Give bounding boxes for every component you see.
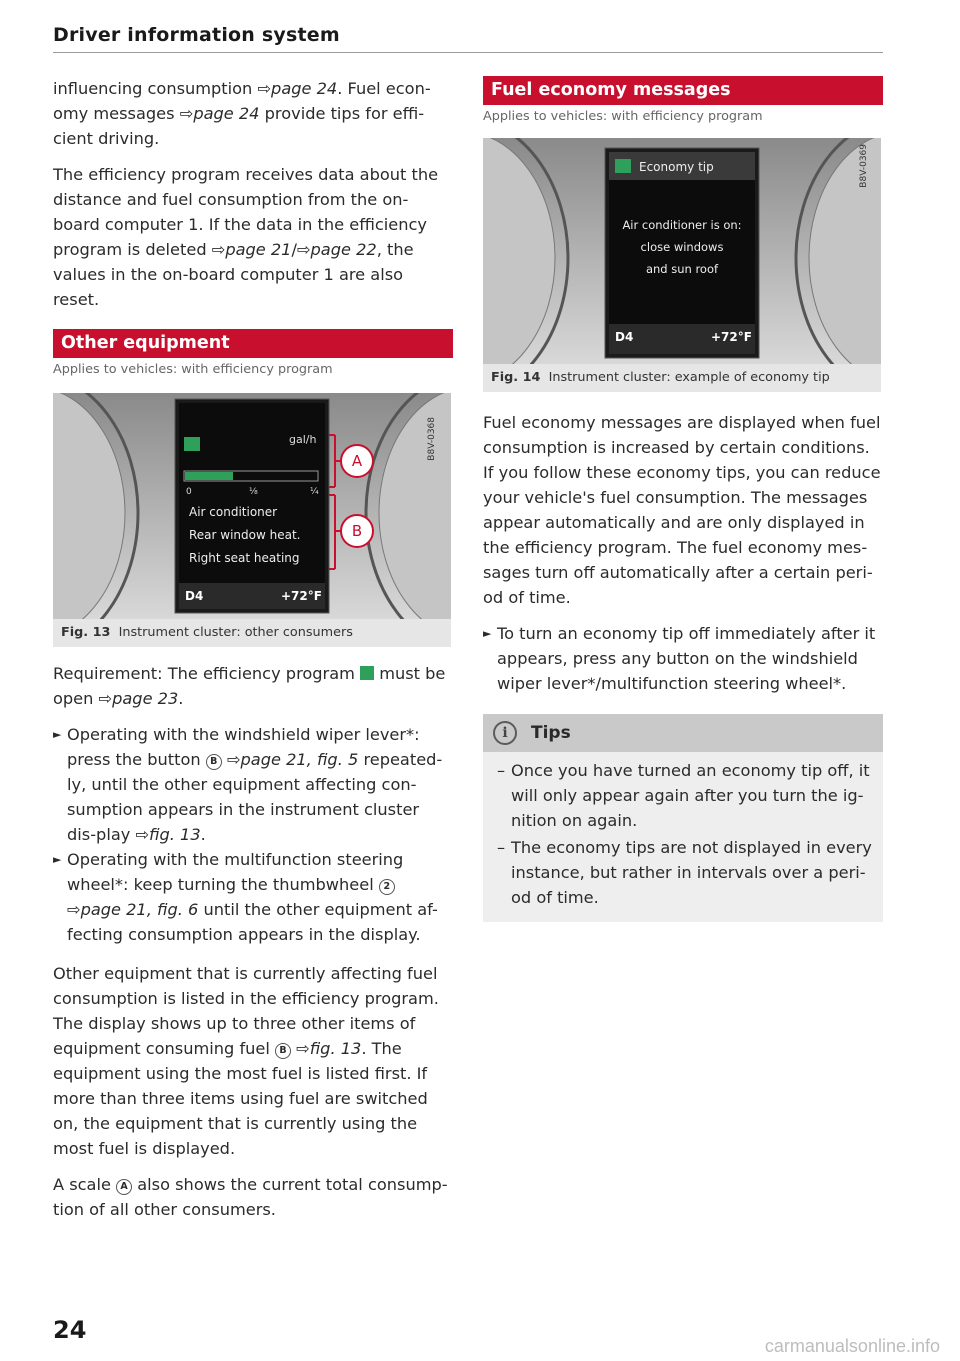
section-applies-to: Applies to vehicles: with efficiency program [53,362,333,377]
tip-item: – Once you have turned an economy tip off, it will only appear again after you turn the ig-nition on again. [497,761,870,830]
instruction-wiper-lever: ► Operating with the windshield wiper lever*: press the button B ⇨page 21, fig. 5 repeated-ly, until the other equipment affecting con-sumption appears in the instrument cluster dis-play ⇨fig. 13. [53,722,453,847]
scale-tick: ¼ [310,487,319,497]
page-ref-link[interactable]: ⇨page 21 [211,240,292,259]
instruction-turn-off-tip: ► To turn an economy tip off immediately after it appears, press any button on the windshield wiper lever*/multifunction steering wheel*. [483,621,883,696]
temperature-indicator: +72°F [711,330,752,344]
callout-a: A [351,452,363,470]
page-ref-link[interactable]: ⇨page 22 [296,240,377,259]
tips-body [483,752,883,922]
tip-item: – The economy tips are not displayed in every instance, but rather in intervals over a peri-od of time. [497,838,872,907]
economy-tip-title: Economy tip [639,160,714,174]
instruction-steering-wheel: ► Operating with the multifunction steering wheel*: keep turning the thumbwheel 2 ⇨page 21, fig. 6 until the other equipment af-fecting consumption appears in the display. [53,847,453,947]
header-rule [53,52,883,53]
consumer-item: Rear window heat. [189,528,301,542]
economy-tip-line: close windows [640,240,724,254]
gear-indicator: D4 [185,589,204,603]
economy-tip-line: Air conditioner is on: [622,218,742,232]
watermark: carmanualsonline.info [764,1336,940,1356]
efficiency-program-icon [360,666,374,680]
fuel-economy-paragraph: Fuel economy messages are displayed when fuel consumption is increased by certain conditions. If you follow these economy tips, you can reduce your vehicle's fuel consumption. The messages appear automatically and are only displayed in the efficiency program. The fuel economy mes-sages turn off automatically after a certain peri-od of time. [483,413,881,607]
section-applies-to: Applies to vehicles: with efficiency program [483,109,763,124]
efficiency-data-paragraph: The efficiency program receives data about the distance and fuel consumption from the on-board computer 1. If the data in the efficiency program is deleted ⇨page 21/⇨page 22, the values in the on-board computer 1 are also reset. [53,165,439,309]
figure-ref-link[interactable]: ⇨fig. 13 [135,825,201,844]
circled-label: B [206,754,222,770]
page-ref-link[interactable]: ⇨page 23 [98,689,179,708]
section-heading-other-equipment: Other equipment [53,329,453,358]
tips-header [483,714,883,752]
bullet-triangle-icon: ► [53,728,62,741]
figure-code: B8V-0369 [859,144,869,188]
figure-caption: Fig. 13 Instrument cluster: other consumers [61,625,353,640]
section-heading-fuel-economy: Fuel economy messages [483,76,883,105]
economy-tip-line: and sun roof [645,262,719,276]
tips-box [483,714,883,922]
figure-code: B8V-0368 [427,417,437,461]
requirement-paragraph: Requirement: The efficiency program must be open ⇨page 23. [53,664,446,708]
right-column [483,76,883,922]
bullet-triangle-icon: ► [483,627,492,640]
instrument-cluster-image [53,393,451,619]
intro-paragraph: influencing consumption ⇨page 24. Fuel econ-omy messages ⇨page 24 provide tips for effi-cient driving. [53,79,431,148]
gear-indicator: D4 [615,330,634,344]
tips-title: Tips [531,723,571,743]
page-ref-link[interactable]: page 24 [271,79,338,98]
page-ref-link[interactable]: page 24 [193,104,260,123]
figure-14 [483,138,881,392]
page-header-title: Driver information system [53,24,340,46]
callout-b: B [351,522,363,540]
figure-13 [53,393,451,647]
bullet-triangle-icon: ► [53,853,62,866]
other-equipment-paragraph: Other equipment that is currently affecting fuel consumption is listed in the efficiency program. The display shows up to three other items of equipment consuming fuel B ⇨fig. 13. The equipment using the most fuel is listed first. If more than three items using fuel are switched on, the equipment that is currently using the most fuel is displayed. [53,964,439,1158]
temperature-indicator: +72°F [281,589,322,603]
scale-tick: 0 [186,487,192,497]
unit-label: gal/h [289,433,317,446]
page-ref-link[interactable]: ⇨page 21, fig. 6 [67,900,199,919]
info-icon: i [493,721,517,745]
circled-label: A [116,1179,132,1195]
consumer-item: Right seat heating [189,551,300,565]
left-column [53,76,453,1233]
page-number: 24 [53,1316,87,1344]
scale-paragraph: A scale A also shows the current total consump-tion of all other consumers. [53,1175,448,1219]
consumer-item: Air conditioner [189,505,278,519]
instrument-cluster-image [483,138,881,364]
figure-caption: Fig. 14 Instrument cluster: example of economy tip [491,370,830,385]
figure-ref-link[interactable]: ⇨fig. 13 [291,1039,362,1058]
scale-tick: ⅛ [249,487,258,497]
circled-label: B [275,1043,291,1059]
page-ref-link[interactable]: ⇨page 21, fig. 5 [221,750,359,769]
circled-label: 2 [379,879,395,895]
